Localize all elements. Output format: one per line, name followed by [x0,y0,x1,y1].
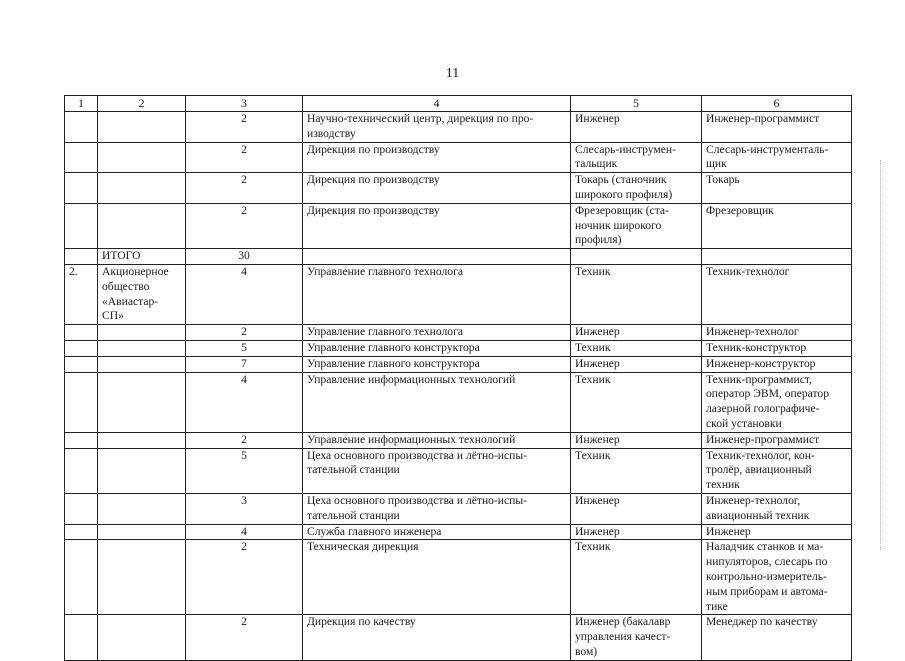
organization-cell [98,615,186,660]
qualification-cell: Инженер [571,524,702,540]
count-cell: 5 [186,340,303,356]
count-cell: 2 [186,325,303,341]
row-number-cell [65,340,98,356]
count-cell: 2 [186,540,303,615]
count-cell: 2 [186,203,303,248]
count-cell: 4 [186,264,303,324]
department-cell: Управление информационных технологий [303,432,571,448]
department-cell: Управление информационных технологий [303,372,571,432]
count-cell: 7 [186,356,303,372]
header-cell: 6 [702,96,852,112]
position-cell: Техник-технолог [702,264,852,324]
organization-cell [98,142,186,173]
row-number-cell [65,615,98,660]
position-cell: Слесарь-инструменталь- щик [702,142,852,173]
department-cell: Цеха основного производства и лётно-испы- тательной станции [303,448,571,493]
count-cell: 3 [186,493,303,524]
department-cell: Дирекция по производству [303,142,571,173]
organization-cell [98,524,186,540]
qualification-cell: Инженер [571,325,702,341]
count-cell: 2 [186,112,303,143]
department-cell: Управление главного конструктора [303,340,571,356]
row-number-cell [65,173,98,204]
count-cell: 2 [186,173,303,204]
department-cell: Научно-технический центр, дирекция по про- изводству [303,112,571,143]
organization-cell [98,493,186,524]
organization-cell [98,173,186,204]
row-number-cell [65,432,98,448]
row-number-cell [65,524,98,540]
position-cell: Инженер-технолог, авиационный техник [702,493,852,524]
qualification-cell: Инженер [571,432,702,448]
position-cell: Фрезеровщик [702,203,852,248]
row-number-cell [65,540,98,615]
position-cell: Наладчик станков и ма- нипуляторов, слесарь по контрольно-измеритель- ным приборам и автома- тике [702,540,852,615]
qualification-cell: Техник [571,372,702,432]
table-row [65,325,852,341]
department-cell [303,249,571,265]
position-cell: Техник-программист, оператор ЭВМ, оператор лазерной голографиче- ской установки [702,372,852,432]
table-row [65,112,852,143]
organization-cell [98,432,186,448]
department-cell: Техническая дирекция [303,540,571,615]
header-cell: 3 [186,96,303,112]
row-number-cell [65,112,98,143]
row-number-cell [65,493,98,524]
row-number-cell [65,448,98,493]
qualification-cell: Инженер [571,493,702,524]
row-number-cell [65,249,98,265]
department-cell: Служба главного инженера [303,524,571,540]
organization-cell: ИТОГО [98,249,186,265]
organization-cell [98,325,186,341]
qualification-cell [571,249,702,265]
row-number-cell [65,356,98,372]
count-cell: 2 [186,432,303,448]
position-cell: Инженер-программист [702,112,852,143]
table-row [65,264,852,324]
department-cell: Цеха основного производства и лётно-испы- тательной станции [303,493,571,524]
department-cell: Дирекция по качеству [303,615,571,660]
header-cell: 5 [571,96,702,112]
table-row [65,142,852,173]
header-cell: 2 [98,96,186,112]
count-cell: 5 [186,448,303,493]
organization-cell: Акционерное общество «Авиастар- СП» [98,264,186,324]
position-cell: Инженер-технолог [702,325,852,341]
count-cell: 30 [186,249,303,265]
row-number-cell [65,372,98,432]
organization-cell [98,340,186,356]
table-row [65,203,852,248]
position-cell [702,249,852,265]
position-cell: Инженер-программист [702,432,852,448]
count-cell: 2 [186,142,303,173]
table-row [65,432,852,448]
row-number-cell [65,203,98,248]
table-row [65,493,852,524]
page-number: 11 [445,66,460,81]
table-row [65,448,852,493]
count-cell: 4 [186,372,303,432]
position-cell: Менеджер по качеству [702,615,852,660]
table-row [65,356,852,372]
position-cell: Инженер [702,524,852,540]
count-cell: 4 [186,524,303,540]
organization-cell [98,372,186,432]
department-cell: Дирекция по производству [303,173,571,204]
count-cell: 2 [186,615,303,660]
table-row [65,372,852,432]
qualification-cell: Фрезеровщик (ста- ночник широкого профиля) [571,203,702,248]
department-cell: Управление главного технолога [303,264,571,324]
table-row [65,615,852,660]
row-number-cell: 2. [65,264,98,324]
row-number-cell [65,325,98,341]
qualification-cell: Слесарь-инструмен- тальщик [571,142,702,173]
specialties-table [64,95,852,661]
qualification-cell: Техник [571,340,702,356]
organization-cell [98,540,186,615]
position-cell: Техник-конструктор [702,340,852,356]
qualification-cell: Инженер (бакалавр управления качест- вом) [571,615,702,660]
organization-cell [98,356,186,372]
qualification-cell: Инженер [571,112,702,143]
table-row [65,249,852,265]
organization-cell [98,112,186,143]
qualification-cell: Техник [571,448,702,493]
qualification-cell: Инженер [571,356,702,372]
qualification-cell: Токарь (станочник широкого профиля) [571,173,702,204]
table-row [65,340,852,356]
row-number-cell [65,142,98,173]
organization-cell [98,448,186,493]
position-cell: Токарь [702,173,852,204]
scan-margin-mark [880,160,882,550]
department-cell: Управление главного конструктора [303,356,571,372]
header-cell: 1 [65,96,98,112]
department-cell: Дирекция по производству [303,203,571,248]
table-row [65,540,852,615]
organization-cell [98,203,186,248]
qualification-cell: Техник [571,540,702,615]
qualification-cell: Техник [571,264,702,324]
table-row [65,524,852,540]
table-row [65,173,852,204]
header-row [65,96,852,112]
position-cell: Инженер-конструктор [702,356,852,372]
position-cell: Техник-технолог, кон- тролёр, авиационный техник [702,448,852,493]
department-cell: Управление главного технолога [303,325,571,341]
header-cell: 4 [303,96,571,112]
